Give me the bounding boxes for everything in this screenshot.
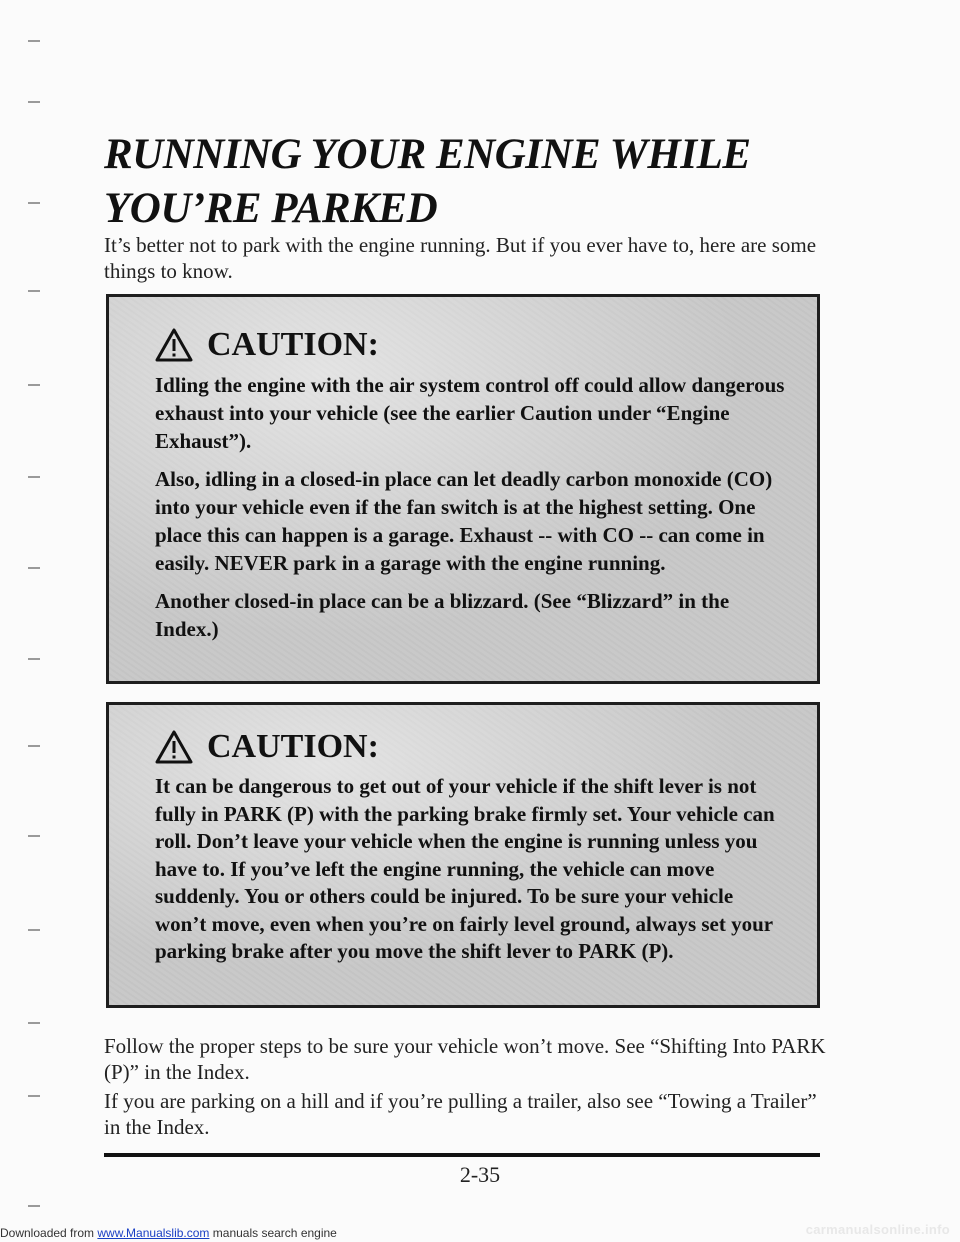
download-footer bbox=[0, 1226, 337, 1240]
caution-heading bbox=[155, 325, 787, 365]
footer-suffix: manuals search engine bbox=[209, 1226, 337, 1240]
caution-heading bbox=[155, 727, 787, 767]
caution-text: Also, idling in a closed-in place can let deadly carbon monoxide (CO) into your vehicle even if the fan switch is at the highest setting. One place this can happen is a garage. Exhaust -- with CO -- can come in easily. NEVER park in a garage with the engine running. bbox=[155, 467, 773, 575]
margin-marks bbox=[28, 0, 48, 1242]
footer-rule bbox=[104, 1153, 820, 1157]
caution-label: CAUTION: bbox=[207, 326, 379, 363]
page-number: 2-35 bbox=[459, 1162, 501, 1187]
body-paragraph-towing: If you are parking on a hill and if you’re pulling a trailer, also see “Towing a Trailer” in the Index. bbox=[104, 1089, 817, 1139]
watermark: carmanualsonline.info bbox=[805, 1222, 950, 1237]
page-heading: RUNNING YOUR ENGINE WHILE YOU’RE PARKED bbox=[104, 131, 751, 232]
caution-box-shift-lever bbox=[106, 702, 820, 1008]
caution-box-exhaust bbox=[106, 294, 820, 684]
caution-text: Another closed-in place can be a blizzard. (See “Blizzard” in the Index.) bbox=[155, 589, 730, 641]
footer-prefix: Downloaded from bbox=[0, 1226, 98, 1240]
caution-label: CAUTION: bbox=[207, 728, 379, 765]
body-paragraph-shifting: Follow the proper steps to be sure your vehicle won’t move. See “Shifting Into PARK (P)” in the Index. bbox=[104, 1034, 826, 1084]
manualslib-link[interactable]: www.Manualslib.com bbox=[97, 1226, 210, 1240]
warning-triangle-icon bbox=[155, 328, 193, 362]
intro-paragraph: It’s better not to park with the engine running. But if you ever have to, here are some things to know. bbox=[104, 233, 817, 283]
warning-triangle-icon bbox=[155, 730, 193, 764]
caution-text: Idling the engine with the air system control off could allow dangerous exhaust into your vehicle (see the earlier Caution under “Engine Exhaust”). bbox=[155, 373, 785, 453]
caution-text: It can be dangerous to get out of your vehicle if the shift lever is not fully in PARK (P) with the parking brake firmly set. Your vehicle can roll. Don’t leave your vehicle when the engine is running unless you have to. If you’ve left the engine running, the vehicle can move suddenly. You or others could be injured. To be sure your vehicle won’t move, even when you’re on fairly level ground, always set your parking brake after you move the shift lever to PARK (P). bbox=[155, 774, 775, 963]
